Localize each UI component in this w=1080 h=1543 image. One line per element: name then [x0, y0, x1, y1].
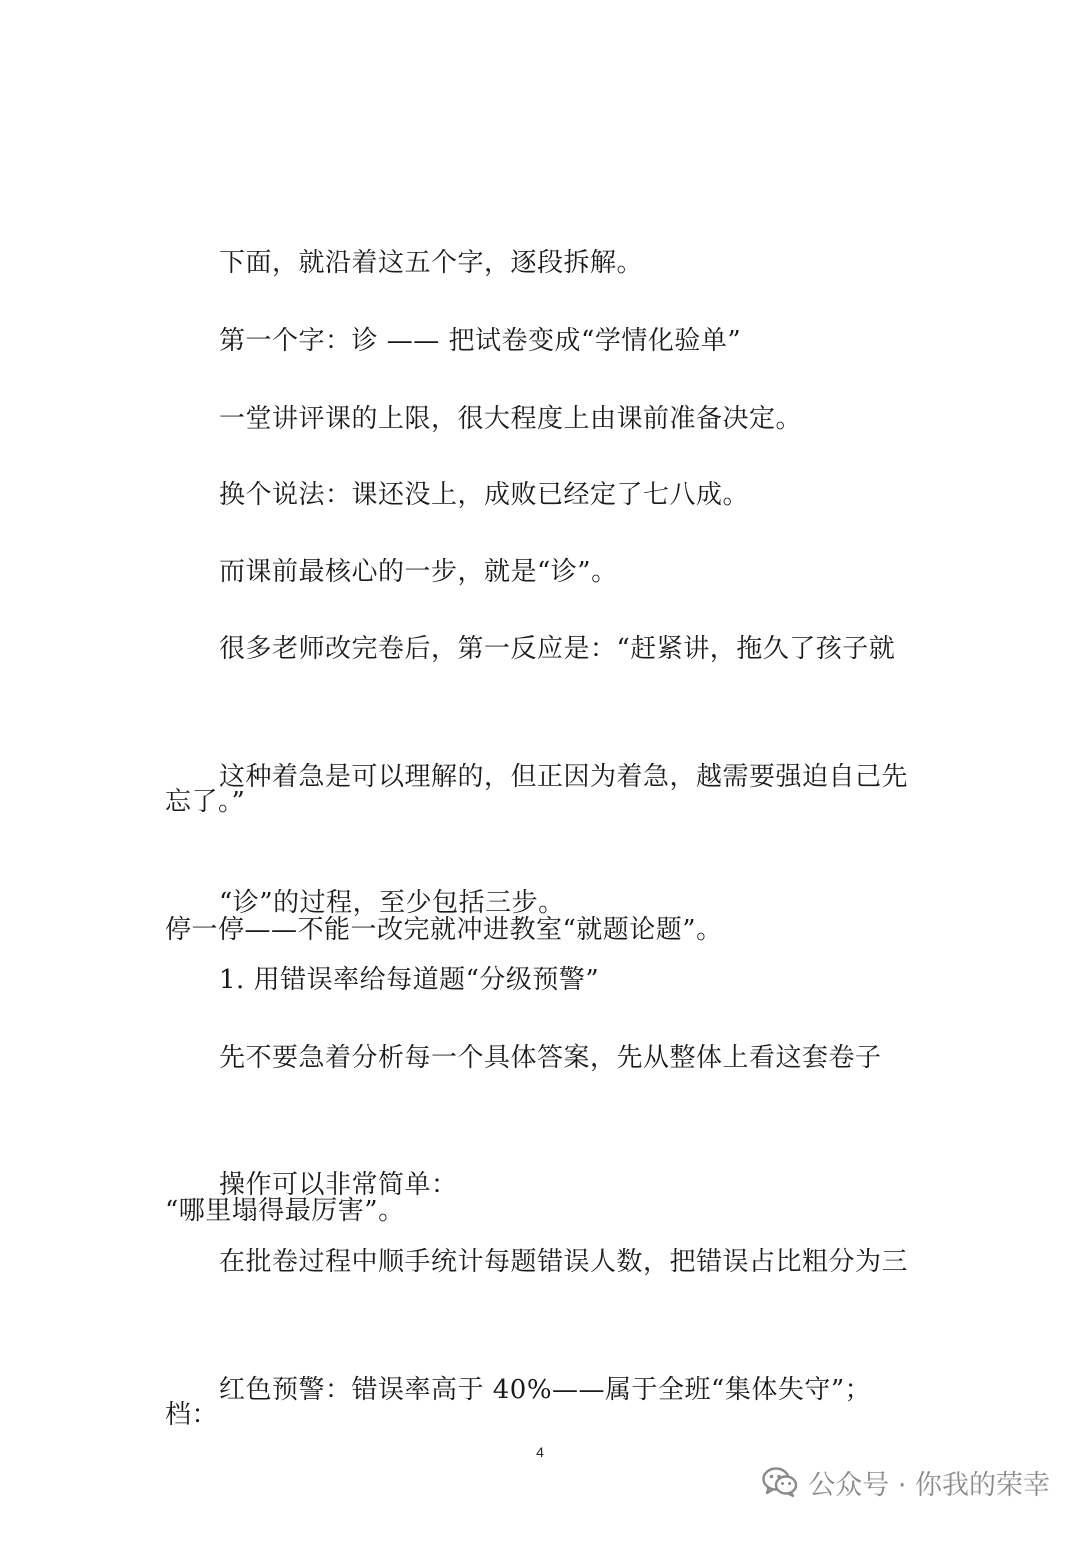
paragraph-line: 档：	[165, 1400, 219, 1430]
paragraph-line: 换个说法：课还没上，成败已经定了七八成。	[219, 480, 750, 510]
paragraph-line: 操作可以非常简单：	[219, 1170, 458, 1200]
page-number: 4	[536, 1444, 544, 1460]
paragraph-line: 第一个字：诊 —— 把试卷变成“学情化验单”	[219, 326, 742, 356]
paragraph-line: 停一停——不能一改完就冲进教室“就题论题”。	[165, 915, 723, 945]
paragraph-line: 1. 用错误率给每道题“分级预警”	[219, 965, 600, 995]
paragraph-line: 红色预警：错误率高于 40%——属于全班“集体失守”；	[219, 1375, 872, 1405]
paragraph-line: 很多老师改完卷后，第一反应是：“赶紧讲，拖久了孩子就	[219, 634, 896, 664]
paragraph-line: “诊”的过程，至少包括三步。	[219, 888, 565, 918]
paragraph-line: 而课前最核心的一步，就是“诊”。	[219, 557, 618, 587]
paragraph-line: 在批卷过程中顺手统计每题错误人数，把错误占比粗分为三	[219, 1247, 909, 1277]
paragraph-line: 忘了。”	[165, 787, 246, 817]
paragraph-line: “哪里塌得最厉害”。	[165, 1196, 405, 1226]
paragraph-line: 下面，就沿着这五个字，逐段拆解。	[219, 248, 644, 278]
paragraph-line: 先不要急着分析每一个具体答案，先从整体上看这套卷子	[219, 1043, 882, 1073]
wechat-watermark	[762, 1462, 1050, 1502]
wechat-icon	[762, 1466, 798, 1498]
paragraph-line: 这种着急是可以理解的，但正因为着急，越需要强迫自己先	[219, 762, 909, 792]
watermark-text: 公众号 · 你我的荣幸	[808, 1469, 1050, 1501]
paragraph-line: 一堂讲评课的上限，很大程度上由课前准备决定。	[219, 404, 803, 434]
